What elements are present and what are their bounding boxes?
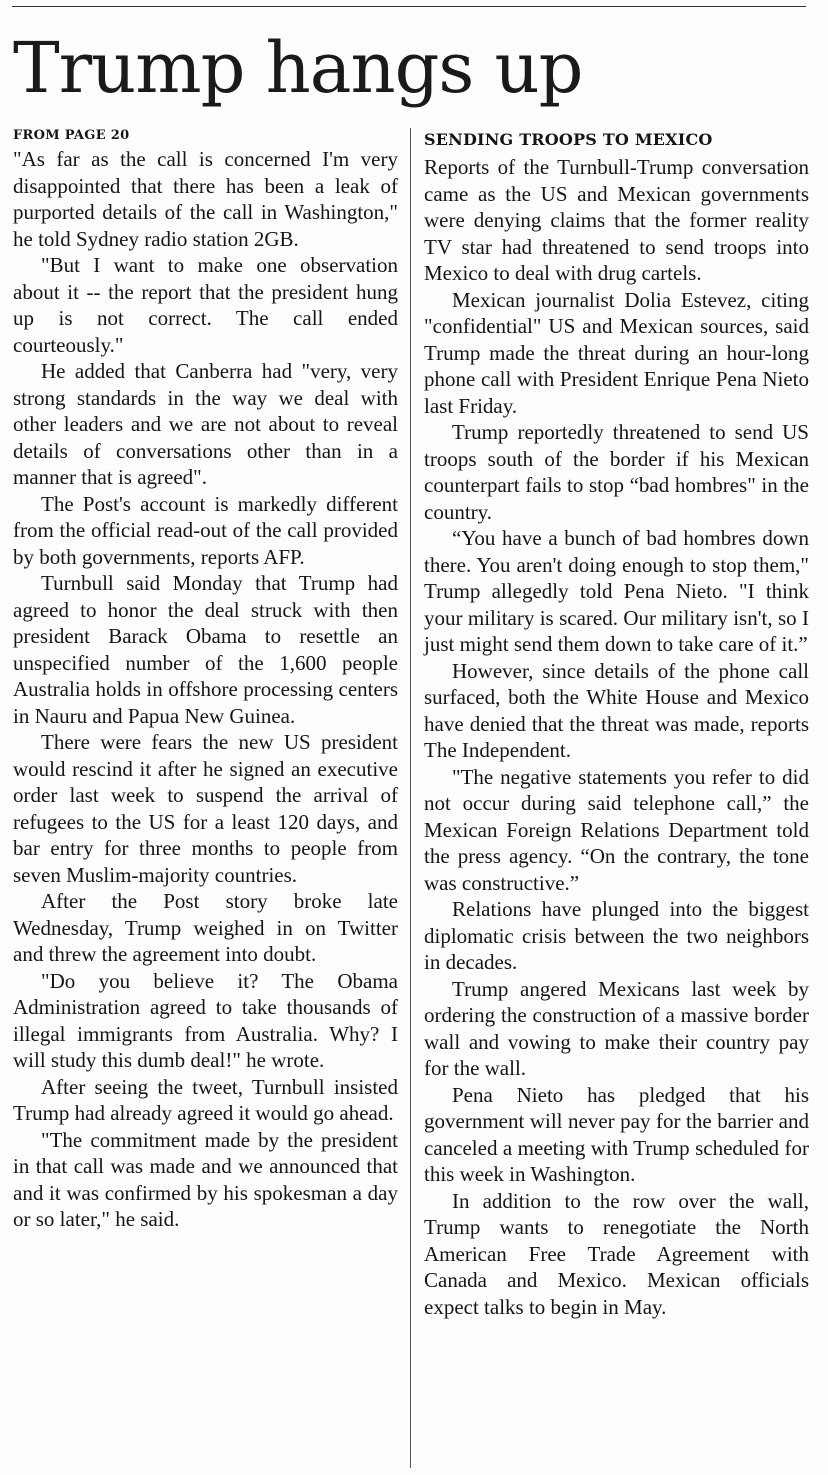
paragraph: However, since details of the phone call surfaced, both the White House and Mexico have denied that the threat was made, reports The Independent. — [424, 658, 809, 762]
column-divider — [410, 128, 411, 1468]
paragraph: Relations have plunged into the biggest diplomatic crisis between the two neighbors in decades. — [424, 897, 809, 974]
paragraph: The Post's account is markedly different from the official read-out of the call provided by both governments, reports AFP. — [13, 491, 398, 569]
top-rule — [12, 6, 806, 7]
subheading: SENDING TROOPS TO MEXICO — [424, 130, 713, 149]
paragraph: "As far as the call is concerned I'm very disappointed that there has been a leak of purported details of the call in Washington," he told Sydney radio station 2GB. — [13, 147, 398, 251]
paragraph: Pena Nieto has pledged that his government will never pay for the barrier and canceled a meeting with Trump scheduled for this week in Washington. — [424, 1082, 809, 1186]
paragraph: "Do you believe it? The Obama Administration agreed to take thousands of illegal immigrants from Australia. Why? I will study this dumb deal!" he wrote. — [13, 968, 398, 1072]
paragraph: “You have a bunch of bad hombres down there. You aren't doing enough to stop them," Trump allegedly told Pena Nieto. "I think your military is scared. Our military isn't, so I just might send them down to take care of it.” — [424, 526, 809, 656]
paragraph: Trump angered Mexicans last week by ordering the construction of a massive border wall and vowing to make their country pay for the wall. — [424, 976, 809, 1080]
headline: Trump hangs up — [13, 27, 583, 109]
paragraph: After the Post story broke late Wednesday, Trump weighed in on Twitter and threw the agreement into doubt. — [13, 889, 398, 966]
paragraph: Turnbull said Monday that Trump had agreed to honor the deal struck with then president Barack Obama to resettle an unspecified number of the 1,600 people Australia holds in offshore processing centers in Nauru and Papua New Guinea. — [13, 571, 398, 728]
continuation-label: FROM PAGE 20 — [13, 128, 130, 143]
paragraph: In addition to the row over the wall, Trump wants to renegotiate the North American Free Trade Agreement with Canada and Mexico. Mexican officials expect talks to begin in May. — [424, 1188, 809, 1319]
left-column — [13, 126, 398, 1233]
right-column — [424, 126, 809, 1320]
paragraph: "The commitment made by the president in that call was made and we announced that and it was confirmed by his spokesman a day or so later," he said. — [13, 1127, 398, 1231]
paragraph: Reports of the Turnbull-Trump conversation came as the US and Mexican governments were denying claims that the former reality TV star had threatened to send troops into Mexico to deal with drug cartels. — [424, 155, 809, 285]
paragraph: "The negative statements you refer to did not occur during said telephone call,” the Mexican Foreign Relations Department told the press agency. “On the contrary, the tone was constructive.” — [424, 764, 809, 895]
paragraph: "But I want to make one observation about it -- the report that the president hung up is not correct. The call ended courteously." — [13, 253, 398, 357]
paragraph: After seeing the tweet, Turnbull insisted Trump had already agreed it would go ahead. — [13, 1074, 398, 1125]
paragraph: There were fears the new US president would rescind it after he signed an executive order last week to suspend the arrival of refugees to the US for a least 120 days, and bar entry for three months to people from seven Muslim-majority countries. — [13, 730, 398, 887]
paragraph: He added that Canberra had "very, very strong standards in the way we deal with other leaders and we are not about to reveal details of conversations other than in a manner that is agreed". — [13, 359, 398, 489]
paragraph: Mexican journalist Dolia Estevez, citing "confidential" US and Mexican sources, said Trump made the threat during an hour-long phone call with President Enrique Pena Nieto last Friday. — [424, 287, 809, 418]
paragraph: Trump reportedly threatened to send US troops south of the border if his Mexican counterpart fails to stop “bad hombres" in the country. — [424, 420, 809, 524]
